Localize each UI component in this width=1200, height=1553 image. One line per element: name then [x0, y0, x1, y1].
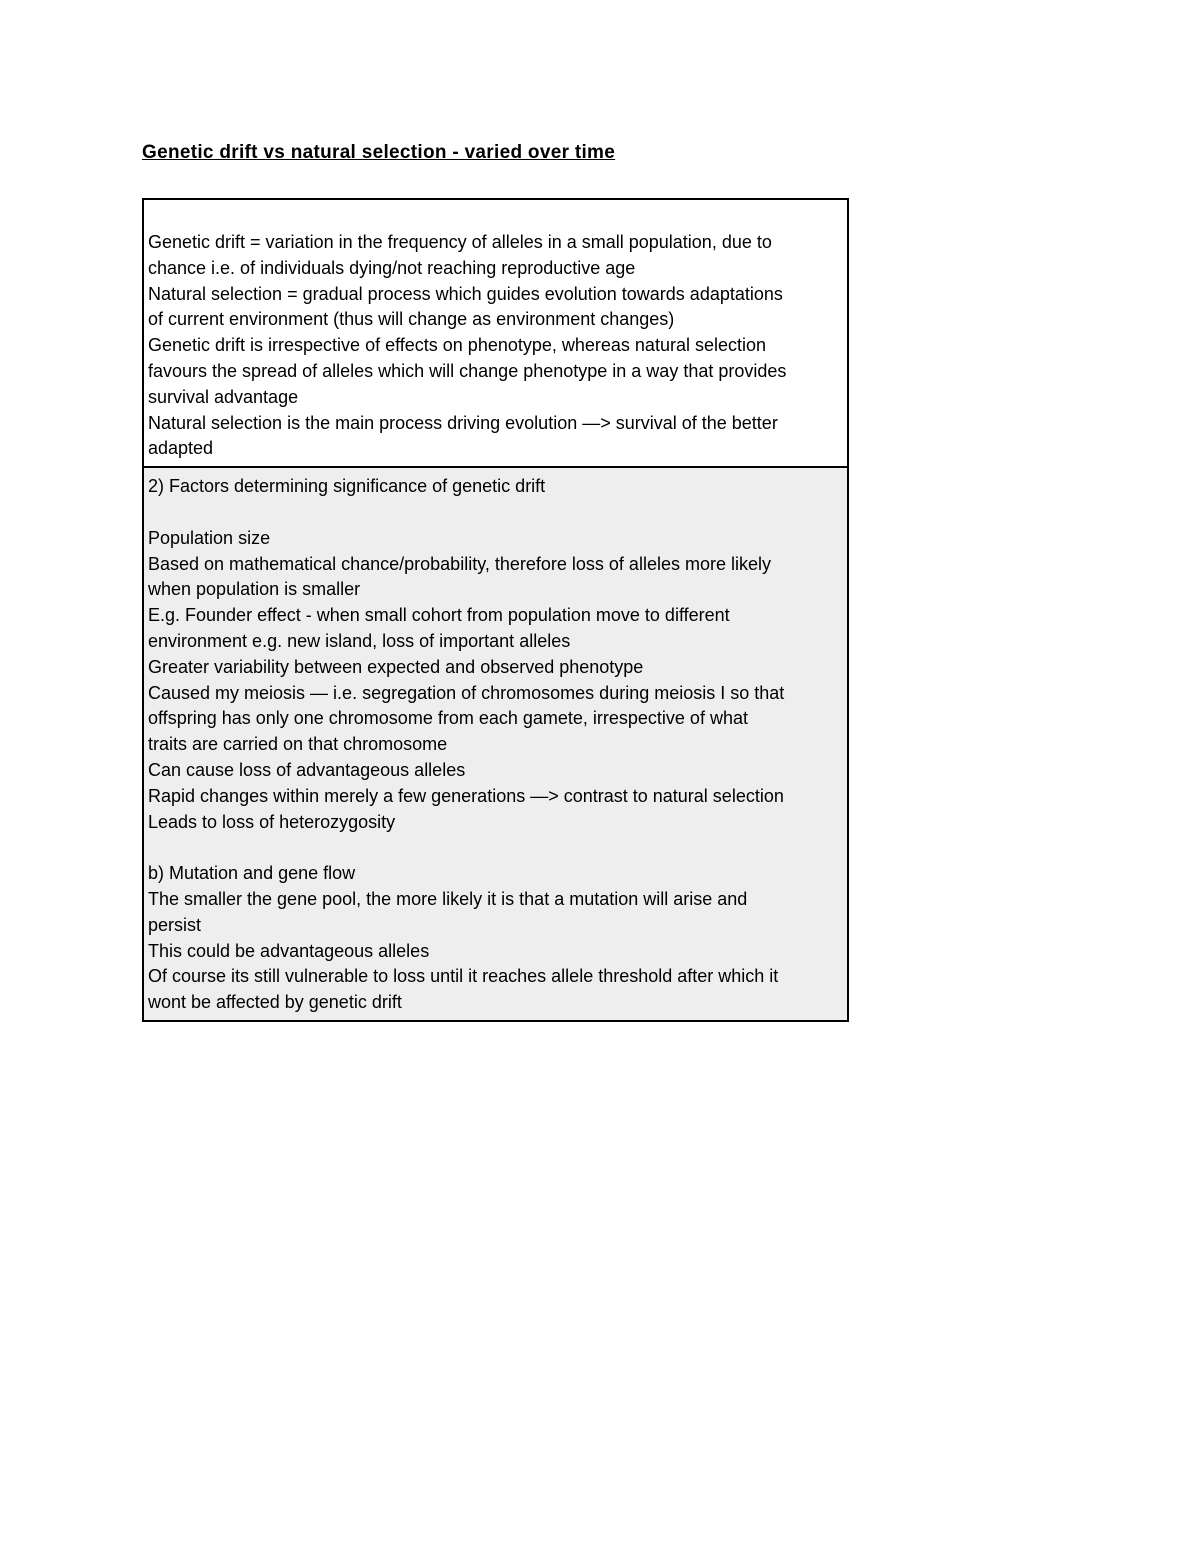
text-line: Caused my meiosis — i.e. segregation of chromosomes during meiosis I so that [148, 682, 785, 703]
text-line: Can cause loss of advantageous alleles [148, 759, 466, 780]
text-line: Of course its still vulnerable to loss until it reaches allele threshold after which it [148, 966, 779, 987]
subsection-heading: Population size [148, 527, 271, 548]
text-line: survival advantage [148, 386, 299, 407]
text-line: offspring has only one chromosome from each gamete, irrespective of what [148, 708, 748, 729]
text-line: environment e.g. new island, loss of important alleles [148, 630, 571, 651]
text-line: Natural selection is the main process driving evolution —> survival of the better [148, 412, 778, 433]
blank-line [148, 500, 843, 526]
text-line: Rapid changes within merely a few generations —> contrast to natural selection [148, 785, 784, 806]
text-line: The smaller the gene pool, the more likely it is that a mutation will arise and [148, 888, 748, 909]
notes-cell-factors [144, 468, 847, 1020]
text-line: adapted [148, 438, 214, 459]
text-line: favours the spread of alleles which will change phenotype in a way that provides [148, 360, 787, 381]
text-line: traits are carried on that chromosome [148, 734, 448, 755]
text-line: chance i.e. of individuals dying/not reaching reproductive age [148, 257, 636, 278]
text-line: Greater variability between expected and observed phenotype [148, 656, 644, 677]
text-line: persist [148, 914, 202, 935]
text-line: This could be advantageous alleles [148, 940, 430, 961]
notes-table [142, 198, 849, 1022]
text-line: Natural selection = gradual process which guides evolution towards adaptations [148, 283, 783, 304]
text-line: Genetic drift = variation in the frequency of alleles in a small population, due to [148, 232, 772, 252]
text-line: when population is smaller [148, 579, 361, 600]
blank-line [148, 835, 843, 861]
subsection-heading: b) Mutation and gene flow [148, 863, 356, 884]
text-line: Genetic drift is irrespective of effects on phenotype, whereas natural selection [148, 335, 767, 356]
notes-cell-definitions [144, 200, 847, 468]
text-line: Leads to loss of heterozygosity [148, 811, 396, 832]
text-line: E.g. Founder effect - when small cohort from population move to different [148, 605, 730, 626]
text-line: of current environment (thus will change as environment changes) [148, 309, 675, 330]
text-line: wont be affected by genetic drift [148, 992, 402, 1013]
page-title: Genetic drift vs natural selection - varied over time [142, 142, 616, 163]
section-heading: 2) Factors determining significance of genetic drift [148, 476, 546, 497]
text-line: Based on mathematical chance/probability, therefore loss of alleles more likely [148, 553, 771, 574]
